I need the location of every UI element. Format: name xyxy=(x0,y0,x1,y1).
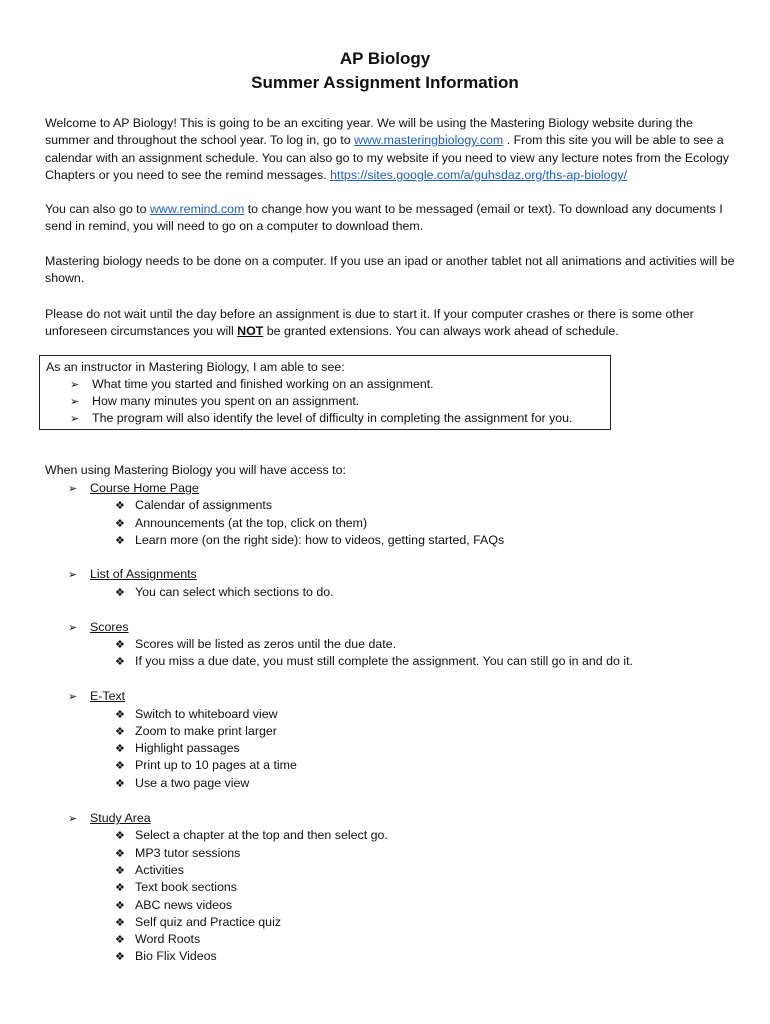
section-heading: ➢ List of Assignments xyxy=(68,566,197,584)
list-item: ❖ Learn more (on the right side): how to videos, getting started, FAQs xyxy=(115,532,504,550)
list-item: ❖ Word Roots xyxy=(115,931,200,949)
arrow-bullet-icon: ➢ xyxy=(68,691,78,703)
deadline-paragraph xyxy=(45,306,735,341)
list-item: ❖ Announcements (at the top, click on them) xyxy=(115,515,367,533)
arrow-bullet-icon: ➢ xyxy=(68,622,78,634)
list-item: ➢ How many minutes you spent on an assignment. xyxy=(70,393,359,411)
section-heading: ➢ Course Home Page xyxy=(68,480,199,498)
computer-paragraph: Mastering biology needs to be done on a computer. If you use an ipad or another tablet not all animations and activities will be shown. xyxy=(45,254,735,286)
diamond-bullet-icon: ❖ xyxy=(115,656,125,668)
intro-paragraph xyxy=(45,115,735,184)
diamond-bullet-icon: ❖ xyxy=(115,778,125,790)
list-item: ❖ Highlight passages xyxy=(115,740,240,758)
list-item: ❖ Zoom to make print larger xyxy=(115,723,277,741)
diamond-bullet-icon: ❖ xyxy=(115,743,125,755)
list-item: ❖ Text book sections xyxy=(115,879,237,897)
list-item: ❖ ABC news videos xyxy=(115,897,232,915)
list-item: ❖ Use a two page view xyxy=(115,775,249,793)
arrow-bullet-icon: ➢ xyxy=(70,379,80,391)
arrow-bullet-icon: ➢ xyxy=(68,483,78,495)
intro-text-2: . From this site you will be able to see a calendar with an assignment schedule. You can also go to my website if you need to view any lecture notes from the Ecology Chapters or you need to see the remind messages. xyxy=(45,133,729,182)
list-item: ❖ Select a chapter at the top and then select go. xyxy=(115,827,388,845)
arrow-bullet-icon: ➢ xyxy=(70,413,80,425)
diamond-bullet-icon: ❖ xyxy=(115,587,125,599)
section-heading: ➢ Scores xyxy=(68,619,129,637)
diamond-bullet-icon: ❖ xyxy=(115,951,125,963)
masteringbiology-link[interactable]: www.masteringbiology.com xyxy=(354,133,504,148)
deadline-text-2: be granted extensions. You can always work ahead of schedule. xyxy=(263,324,619,339)
list-item: ❖ MP3 tutor sessions xyxy=(115,845,240,863)
diamond-bullet-icon: ❖ xyxy=(115,535,125,547)
remind-paragraph xyxy=(45,201,735,236)
list-item: ❖ You can select which sections to do. xyxy=(115,584,334,602)
diamond-bullet-icon: ❖ xyxy=(115,500,125,512)
remind-text-1: You can also go to xyxy=(45,202,150,216)
teacher-website-link[interactable]: https://sites.google.com/a/guhsdaz.org/ths-ap-biology/ xyxy=(330,167,628,182)
section-heading: ➢ Study Area xyxy=(68,810,151,828)
diamond-bullet-icon: ❖ xyxy=(115,709,125,721)
diamond-bullet-icon: ❖ xyxy=(115,882,125,894)
diamond-bullet-icon: ❖ xyxy=(115,830,125,842)
access-intro: When using Mastering Biology you will have access to: xyxy=(45,463,346,477)
list-item: ❖ Calendar of assignments xyxy=(115,497,272,515)
diamond-bullet-icon: ❖ xyxy=(115,518,125,530)
diamond-bullet-icon: ❖ xyxy=(115,917,125,929)
diamond-bullet-icon: ❖ xyxy=(115,726,125,738)
list-item: ❖ Print up to 10 pages at a time xyxy=(115,757,297,775)
arrow-bullet-icon: ➢ xyxy=(68,813,78,825)
list-item: ➢ The program will also identify the level of difficulty in completing the assignment for you. xyxy=(70,410,573,428)
list-item: ❖ Bio Flix Videos xyxy=(115,948,217,966)
intro-text-1: Welcome to AP Biology! This is going to be an exciting year. We will be using the Mastering Biology website during the summer and throughout the school year. To log in, go to xyxy=(45,116,693,148)
diamond-bullet-icon: ❖ xyxy=(115,848,125,860)
diamond-bullet-icon: ❖ xyxy=(115,639,125,651)
diamond-bullet-icon: ❖ xyxy=(115,934,125,946)
document-title: AP Biology xyxy=(339,49,431,68)
diamond-bullet-icon: ❖ xyxy=(115,760,125,772)
diamond-bullet-icon: ❖ xyxy=(115,865,125,877)
instructor-info-box xyxy=(39,355,611,430)
list-item: ❖ If you miss a due date, you must still complete the assignment. You can still go in and do it. xyxy=(115,653,633,671)
arrow-bullet-icon: ➢ xyxy=(70,396,80,408)
instructor-box-intro: As an instructor in Mastering Biology, I am able to see: xyxy=(46,360,345,374)
deadline-emphasis: NOT xyxy=(237,324,264,339)
section-heading: ➢ E-Text xyxy=(68,688,125,706)
deadline-text-1: Please do not wait until the day before an assignment is due to start it. If your computer crashes or there is some other unforeseen circumstances you will xyxy=(45,307,694,339)
list-item: ❖ Scores will be listed as zeros until the due date. xyxy=(115,636,396,654)
list-item: ❖ Activities xyxy=(115,862,184,880)
arrow-bullet-icon: ➢ xyxy=(68,569,78,581)
list-item: ❖ Self quiz and Practice quiz xyxy=(115,914,281,932)
list-item: ➢ What time you started and finished working on an assignment. xyxy=(70,376,434,394)
document-subtitle: Summer Assignment Information xyxy=(251,73,519,92)
remind-text-2: to change how you want to be messaged (email or text). To download any documents I send in remind, you will need to go on a computer to download them. xyxy=(45,202,723,234)
remind-link[interactable]: www.remind.com xyxy=(149,202,245,216)
diamond-bullet-icon: ❖ xyxy=(115,900,125,912)
list-item: ❖ Switch to whiteboard view xyxy=(115,706,278,724)
